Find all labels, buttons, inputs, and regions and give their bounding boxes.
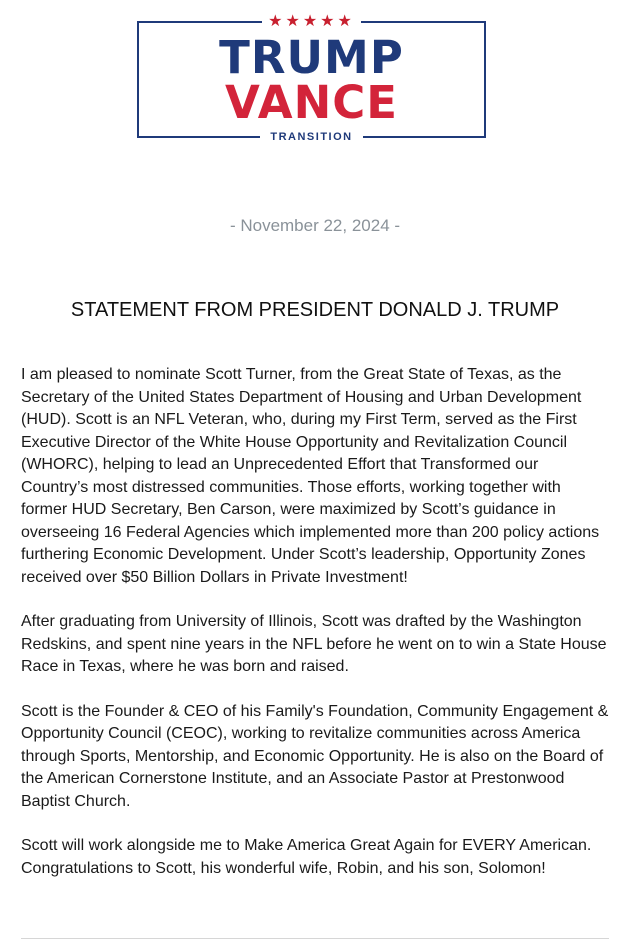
paragraph-foundation: Scott is the Founder & CEO of his Family's Foundation, Community Engagement & Opportunity Council (CEOC), working to revitalize communities across America through Sports, Mentorship, and Economic Opportunity. He is also on the Board of the American Cornerstone Institute, and an Associate Pastor at Prestonwood Baptist Church.: [21, 702, 609, 810]
logo-trump-text: TRUMP: [219, 31, 404, 84]
paragraph-nomination: I am pleased to nominate Scott Turner, from the Great State of Texas, as the Secretary of the United States Department of Housing and Urban Development (HUD). Scott is an NFL Veteran, who, during my First Term, served as the First Executive Director of the White House Opportunity and Revitalization Council (WHORC), helping to lead an Unprecedented Effort that Transformed our Country’s most distressed communities. Those efforts, working together with former HUD Secretary, Ben Carson, were maximized by Scott’s guidance in overseeing 16 Federal Agencies which implemented more than 200 policy actions furthering Economic Development. Under Scott’s leadership, Opportunity Zones received over $50 Billion Dollars in Private Investment!: [21, 366, 600, 586]
logo-transition-label: [139, 127, 484, 145]
paragraph-background: After graduating from University of Illinois, Scott was drafted by the Washington Redskins, and spent nine years in the NFL before he went on to win a State House Race in Texas, where he was born and raised.: [21, 613, 607, 675]
paragraph-closing: Scott will work alongside me to Make America Great Again for EVERY American. Congratulations to Scott, his wonderful wife, Robin, and his son, Solomon!: [21, 837, 592, 877]
logo-stars: [139, 11, 484, 31]
statement-headline: STATEMENT FROM PRESIDENT DONALD J. TRUMP: [70, 299, 560, 321]
trump-vance-transition-logo: [137, 11, 486, 143]
footer-divider: [21, 938, 609, 939]
logo-transition-text: TRANSITION: [260, 129, 362, 145]
logo-vance-text: VANCE: [224, 76, 399, 129]
statement-body: [21, 364, 609, 902]
statement-date: - November 22, 2024 -: [229, 216, 401, 235]
stars-icon: ★★★★★: [262, 11, 361, 31]
